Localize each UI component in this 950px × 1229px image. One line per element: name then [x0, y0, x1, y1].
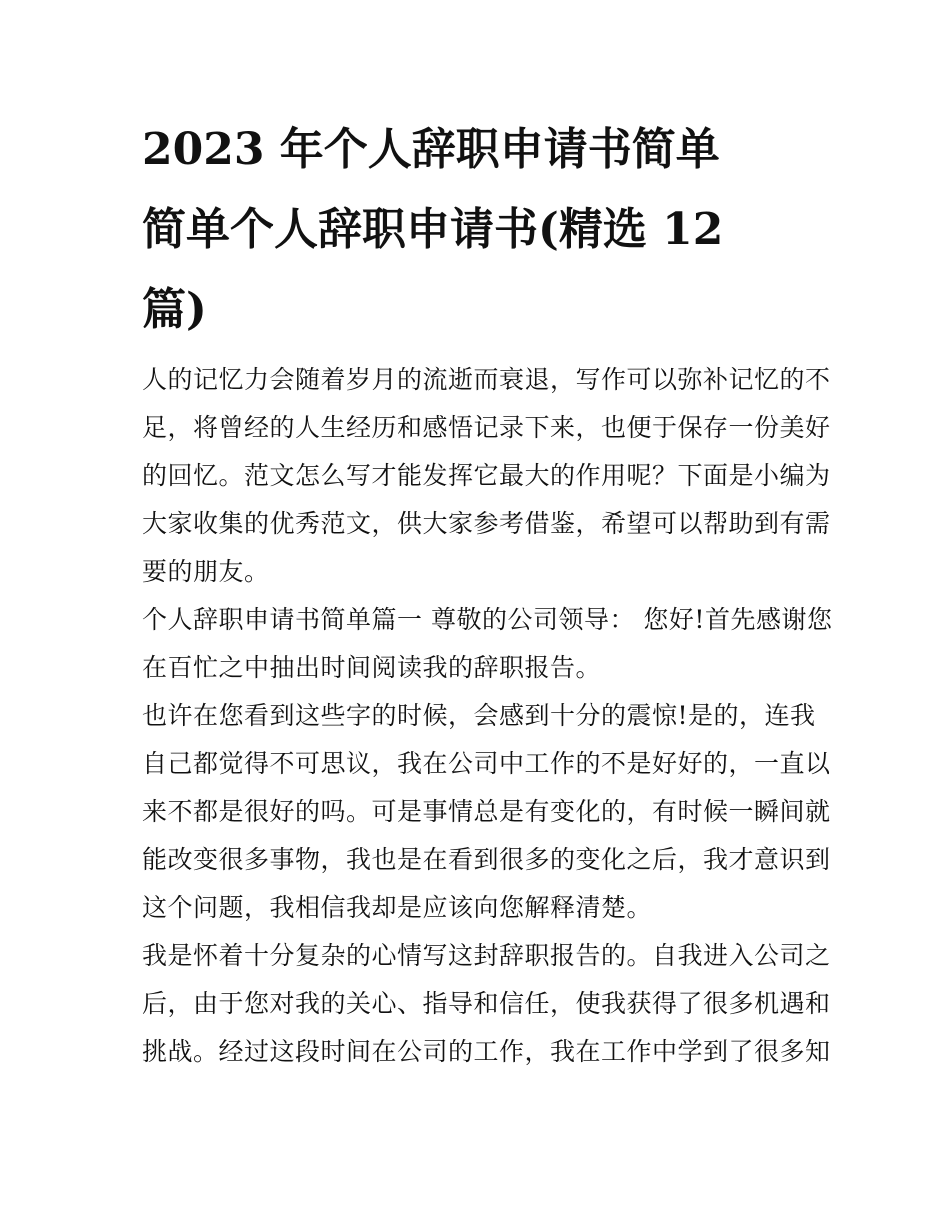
text-line: 也许在您看到这些字的时候，会感到十分的震惊!是的，连我 — [142, 701, 816, 730]
text-line: 来不都是很好的吗。可是事情总是有变化的，有时候一瞬间就 — [142, 797, 831, 826]
text-line: 挑战。经过这段时间在公司的工作，我在工作中学到了很多知 — [142, 1037, 831, 1066]
text-line: 的回忆。范文怎么写才能发挥它最大的作用呢？下面是小编为 — [142, 461, 831, 490]
text-line: 个人辞职申请书简单篇一 尊敬的公司领导： 您好!首先感谢您 — [142, 605, 833, 634]
text-line: 大家收集的优秀范文，供大家参考借鉴，希望可以帮助到有需 — [142, 509, 831, 538]
paragraph-body-1 — [142, 692, 831, 932]
title-line: 篇) — [142, 284, 207, 335]
paragraph-intro — [142, 356, 831, 596]
text-line: 人的记忆力会随着岁月的流逝而衰退，写作可以弥补记忆的不 — [142, 365, 831, 394]
text-line: 自己都觉得不可思议，我在公司中工作的不是好好的，一直以 — [142, 749, 831, 778]
title-line: 2023 年个人辞职申请书简单 — [142, 124, 720, 175]
document-body — [142, 356, 833, 1076]
text-line: 后，由于您对我的关心、指导和信任，使我获得了很多机遇和 — [142, 989, 831, 1018]
text-line: 在百忙之中抽出时间阅读我的辞职报告。 — [142, 653, 602, 682]
title-line: 简单个人辞职申请书(精选 12 — [142, 204, 724, 255]
text-line: 这个问题，我相信我却是应该向您解释清楚。 — [142, 893, 653, 922]
paragraph-greeting — [142, 596, 833, 692]
text-line: 能改变很多事物，我也是在看到很多的变化之后，我才意识到 — [142, 845, 831, 874]
text-line: 足，将曾经的人生经历和感悟记录下来，也便于保存一份美好 — [142, 413, 831, 442]
text-line: 我是怀着十分复杂的心情写这封辞职报告的。自我进入公司之 — [142, 941, 831, 970]
text-line: 要的朋友。 — [142, 557, 270, 586]
paragraph-body-2 — [142, 932, 831, 1076]
document-title — [142, 110, 822, 350]
